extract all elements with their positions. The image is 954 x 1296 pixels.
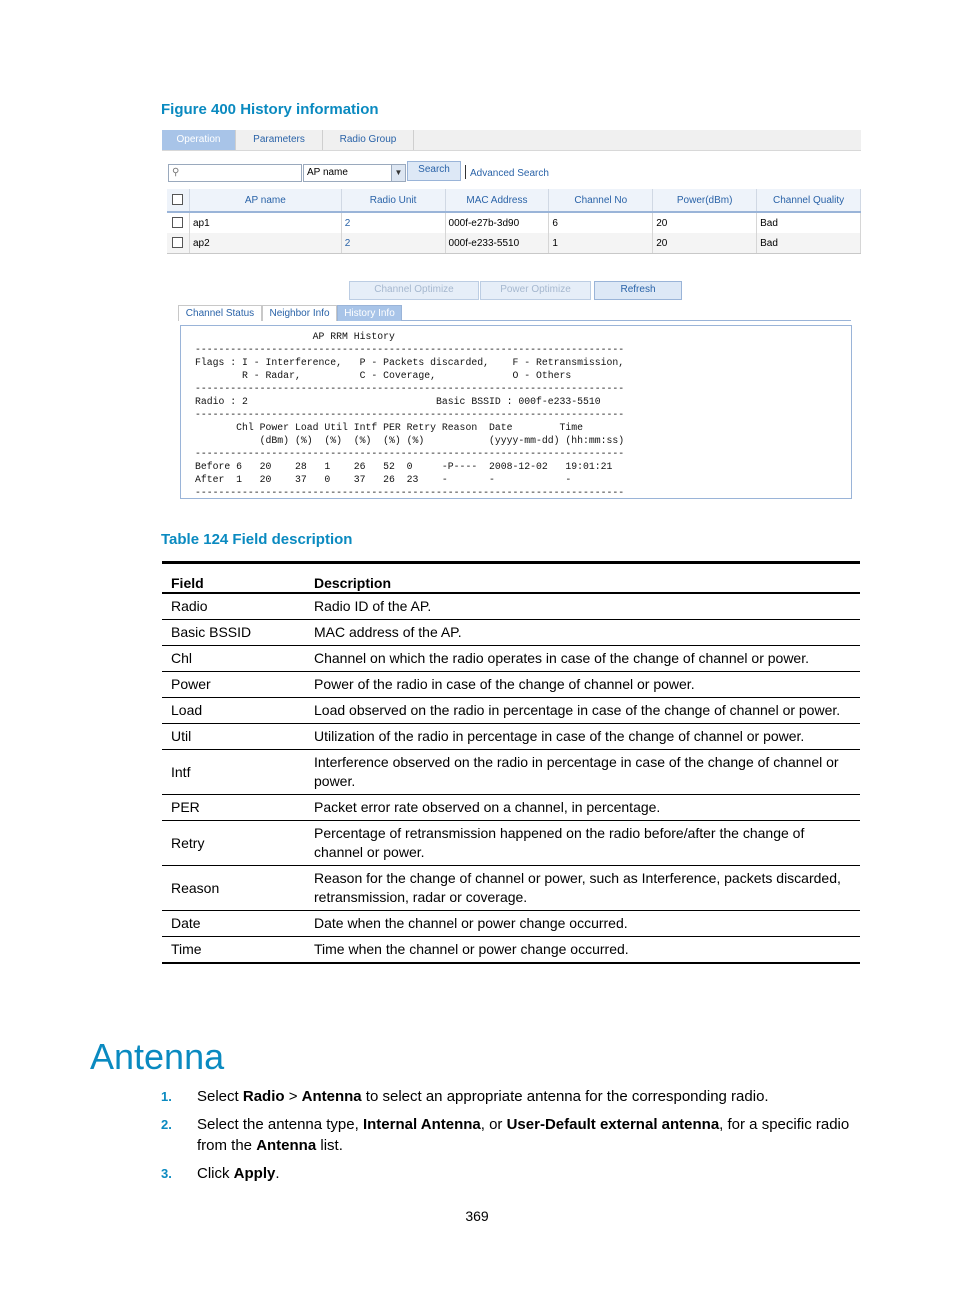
step-text: Click: [197, 1165, 234, 1182]
step-number: 2.: [161, 1117, 172, 1132]
description-cell: Percentage of retransmission happened on the radio before/after the change of channel or power.: [305, 821, 860, 866]
step-text: , or: [480, 1116, 507, 1133]
radio-unit-link[interactable]: 2: [341, 233, 445, 254]
search-field-value: AP name: [307, 167, 348, 178]
step-text: list.: [316, 1137, 343, 1154]
mac-cell: 000f-e233-5510: [445, 233, 549, 254]
power-cell: 20: [653, 212, 757, 233]
step-keyword: Apply: [233, 1165, 276, 1182]
table-row: [162, 672, 860, 698]
step-item: [161, 1086, 866, 1107]
table-row: [167, 233, 861, 254]
chevron-down-icon[interactable]: ▼: [391, 165, 405, 181]
power-optimize-button[interactable]: Power Optimize: [480, 281, 591, 300]
table-row: [162, 620, 860, 646]
mac-cell: 000f-e27b-3d90: [445, 212, 549, 233]
tab-operation[interactable]: Operation: [162, 130, 236, 150]
tab-history-info[interactable]: History Info: [337, 305, 402, 321]
step-text: .: [275, 1165, 280, 1182]
col-header[interactable]: Power(dBm): [653, 189, 757, 212]
advanced-search-link[interactable]: Advanced Search: [465, 165, 549, 179]
table-row: [162, 646, 860, 672]
tab-radio-group[interactable]: Radio Group: [323, 130, 414, 150]
step-text: Select the antenna type,: [197, 1116, 363, 1133]
step-keyword: Antenna: [301, 1088, 362, 1105]
step-item: [161, 1114, 866, 1156]
field-cell: Date: [162, 911, 305, 937]
table-row: [162, 937, 860, 964]
quality-cell: Bad: [757, 233, 861, 254]
description-header: Description: [305, 563, 860, 594]
tab-channel-status[interactable]: Channel Status: [178, 305, 262, 321]
field-cell: Load: [162, 698, 305, 724]
section-title: Antenna: [90, 1036, 225, 1077]
table-row: [162, 593, 860, 620]
radio-unit-link[interactable]: 2: [341, 212, 445, 233]
table-row: [162, 795, 860, 821]
ap-name-cell: ap1: [189, 212, 341, 233]
search-button[interactable]: Search: [407, 161, 461, 181]
description-cell: Packet error rate observed on a channel, in percentage.: [305, 795, 860, 821]
table-caption: Table 124 Field description: [161, 531, 353, 548]
ap-name-cell: ap2: [189, 233, 341, 254]
history-text: AP RRM History ------------------------------------------------------------------------- Flags : I - Interference, P - Packets discarded, F - Retransmission, R - Radar, C - Coverage, O - Others ------------------------------------------------------------------------- Radio : 2 Basic BSSID : 000f-e233-5510 ------------------------------------------------------------------------- Chl Power Load Util Intf PER Retry Reason Date Time (dBm) (%) (%) (%) (%) (%) (yyyy-mm-dd) (hh:mm:ss) ------------------------------------------------------------------------- Before 6 20 28 1 26 52 0 -P---- 2008-12-02 19:01:21 After 1 20 37 0 37 26 23 - - - -------------------------------------------------------------------------: [195, 331, 625, 498]
history-panel: [180, 325, 852, 499]
figure-caption: Figure 400 History information: [161, 101, 379, 118]
col-header[interactable]: Channel Quality: [757, 189, 861, 212]
channel-optimize-button[interactable]: Channel Optimize: [349, 281, 479, 300]
tab-neighbor-info[interactable]: Neighbor Info: [262, 305, 337, 321]
description-cell: Interference observed on the radio in percentage in case of the change of channel or power.: [305, 750, 860, 795]
step-keyword: User-Default external antenna: [506, 1116, 720, 1133]
procedure-steps: [161, 1086, 866, 1191]
step-number: 1.: [161, 1089, 172, 1104]
field-cell: Basic BSSID: [162, 620, 305, 646]
step-text: to select an appropriate antenna for the corresponding radio.: [361, 1088, 769, 1105]
description-cell: MAC address of the AP.: [305, 620, 860, 646]
step-text: , for a specific radio from the: [197, 1116, 850, 1154]
col-header[interactable]: Radio Unit: [341, 189, 445, 212]
field-cell: PER: [162, 795, 305, 821]
description-cell: Channel on which the radio operates in case of the change of channel or power.: [305, 646, 860, 672]
quality-cell: Bad: [757, 212, 861, 233]
description-cell: Power of the radio in case of the change of channel or power.: [305, 672, 860, 698]
step-text: >: [284, 1088, 302, 1105]
step-number: 3.: [161, 1166, 172, 1181]
ap-grid: [167, 189, 861, 254]
col-header[interactable]: MAC Address: [445, 189, 549, 212]
info-subtabs: [178, 305, 851, 321]
select-all-checkbox[interactable]: [172, 194, 183, 205]
row-checkbox[interactable]: [172, 217, 183, 228]
tab-parameters[interactable]: Parameters: [236, 130, 323, 150]
channel-cell: 1: [549, 233, 653, 254]
description-cell: Utilization of the radio in percentage in case of the change of channel or power.: [305, 724, 860, 750]
col-header[interactable]: AP name: [189, 189, 341, 212]
table-row: [167, 212, 861, 233]
page-number: 369: [465, 1208, 489, 1224]
select-all-cell: [167, 189, 189, 212]
description-cell: Load observed on the radio in percentage in case of the change of channel or power.: [305, 698, 860, 724]
table-row: [162, 821, 860, 866]
step-item: [161, 1163, 866, 1184]
field-cell: Time: [162, 937, 305, 964]
field-cell: Reason: [162, 866, 305, 911]
refresh-button[interactable]: Refresh: [594, 281, 682, 300]
step-text: Select: [197, 1088, 243, 1105]
operation-tabbar: [162, 130, 861, 151]
field-cell: Power: [162, 672, 305, 698]
table-row: [162, 750, 860, 795]
step-keyword: Antenna: [256, 1137, 317, 1154]
description-cell: Date when the channel or power change occurred.: [305, 911, 860, 937]
table-row: [162, 698, 860, 724]
field-cell: Chl: [162, 646, 305, 672]
step-keyword: Radio: [242, 1088, 285, 1105]
channel-cell: 6: [549, 212, 653, 233]
search-field-select[interactable]: [303, 164, 406, 182]
row-checkbox[interactable]: [172, 237, 183, 248]
description-cell: Radio ID of the AP.: [305, 593, 860, 620]
field-cell: Util: [162, 724, 305, 750]
step-keyword: Internal Antenna: [362, 1116, 481, 1133]
table-row: [162, 911, 860, 937]
field-cell: Retry: [162, 821, 305, 866]
table-row: [162, 866, 860, 911]
description-cell: Time when the channel or power change occurred.: [305, 937, 860, 964]
table-row: [162, 724, 860, 750]
power-cell: 20: [653, 233, 757, 254]
field-description-table: [162, 561, 860, 964]
field-cell: Radio: [162, 593, 305, 620]
col-header[interactable]: Channel No: [549, 189, 653, 212]
field-header: Field: [162, 563, 305, 594]
search-input[interactable]: [168, 164, 302, 182]
field-cell: Intf: [162, 750, 305, 795]
search-icon: ⚲: [172, 167, 180, 178]
description-cell: Reason for the change of channel or power, such as Interference, packets discarded, retransmission, radar or coverage.: [305, 866, 860, 911]
